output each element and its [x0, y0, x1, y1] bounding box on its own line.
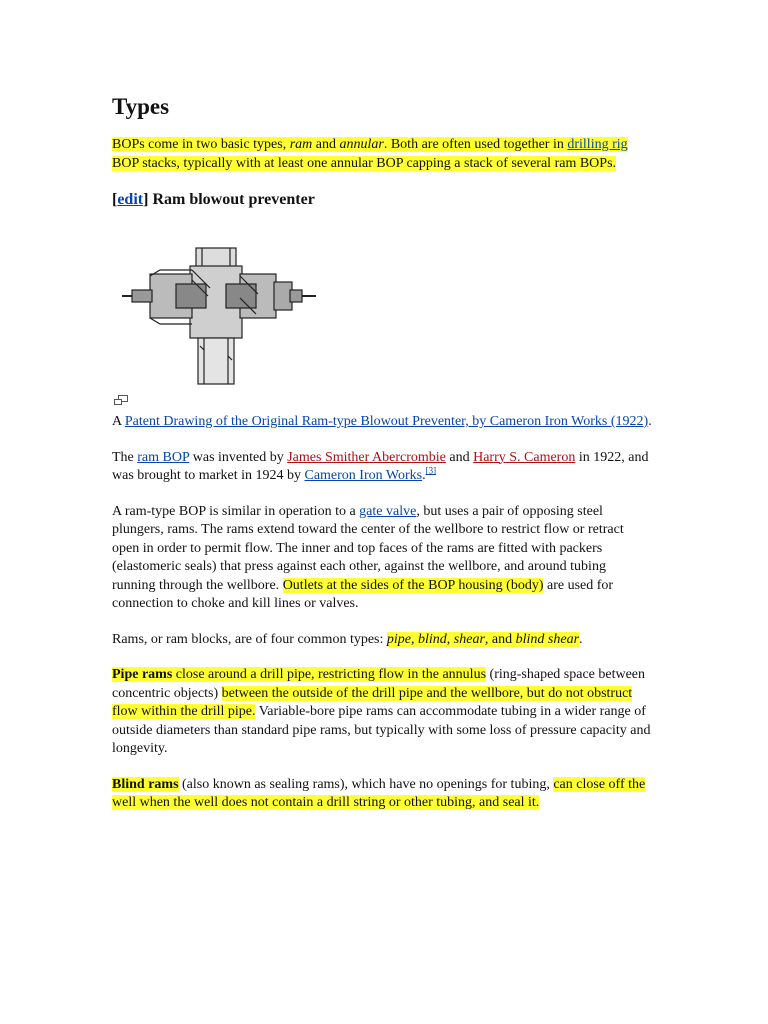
- section-heading-types: Types: [112, 94, 170, 119]
- ramtype-text-2: , but uses a pair of opposing steel plungers, rams. The rams extend toward the center of the wellbore to restrict flow or retract open in order to permit flow. The inner and top faces of the rams are fitted with packers (elastomeric seals) that press against each other, against the wellbore, and around tubing running through the wellbore.: [112, 503, 624, 593]
- subheading-ram-blowout-preventer: [112, 190, 652, 210]
- term-blind-shear: blind shear: [515, 631, 580, 647]
- caption-prefix: A: [112, 414, 125, 429]
- reference-3[interactable]: [3]: [425, 465, 437, 476]
- term-shear: shear: [453, 631, 485, 647]
- edit-link[interactable]: edit: [117, 191, 144, 208]
- blind-rams-paragraph: [112, 776, 652, 813]
- link-abercrombie[interactable]: James Smither Abercrombie: [287, 449, 446, 465]
- bracket-close: ]: [143, 191, 149, 208]
- highlight-intro: [112, 137, 628, 171]
- enlarge-icon[interactable]: [114, 395, 128, 405]
- intro-paragraph: [112, 136, 652, 173]
- link-harry-cameron[interactable]: Harry S. Cameron: [473, 449, 576, 465]
- caption-suffix: .: [648, 414, 652, 429]
- pipe-text-2: Variable-bore pipe rams can accommodate tubing in a wider range of outside diameters than standard pipe rams, but typically with some loss of pressure capacity and longevity.: [112, 704, 651, 756]
- bracket-open: [: [112, 191, 118, 208]
- highlight-pipe-rams: [112, 667, 486, 682]
- history-text-5: .: [422, 468, 426, 483]
- figure-caption: [112, 413, 652, 432]
- term-pipe-rams: Pipe rams: [112, 667, 173, 682]
- ramtype-text-1: A ram-type BOP is similar in operation to a: [112, 503, 360, 519]
- blind-highlight: can close off the well when the well does not contain a drill string or other tubing, and seal it.: [112, 776, 646, 810]
- link-ram-bop[interactable]: ram BOP: [137, 449, 190, 465]
- history-text-4: in 1922, and was brought to market in 1924 by: [112, 449, 649, 483]
- term-ram: ram: [289, 137, 313, 152]
- history-text-1: The: [112, 449, 138, 465]
- term-pipe: pipe: [386, 631, 411, 647]
- highlight-types: [387, 632, 579, 647]
- comma-2: ,: [446, 631, 454, 647]
- pipe-text-1: (ring-shaped space between concentric objects): [112, 667, 646, 701]
- term-annular: annular: [339, 137, 384, 152]
- ram-type-paragraph: [112, 503, 652, 614]
- and-text: , and: [484, 631, 516, 647]
- ram-bop-patent-drawing[interactable]: [120, 246, 320, 386]
- intro-text-4: BOP stacks, typically with at least one annular BOP capping a stack of several ram BOPs.: [112, 155, 617, 171]
- caption-link[interactable]: Patent Drawing of the Original Ram-type Blowout Preventer, by Cameron Iron Works (1922): [124, 414, 649, 429]
- history-text-2: was invented by: [189, 449, 288, 465]
- article-content: [112, 92, 652, 830]
- pipe-highlight-1: close around a drill pipe, restricting flow in the annulus: [172, 667, 487, 682]
- term-blind-rams: Blind rams: [112, 776, 179, 792]
- ram-types-paragraph: [112, 631, 652, 650]
- comma-1: ,: [411, 631, 418, 647]
- period: .: [579, 631, 583, 647]
- link-drilling-rig[interactable]: drilling rig: [567, 137, 628, 152]
- intro-text-1: BOPs come in two basic types,: [112, 137, 290, 152]
- ramtype-text-3: are used for connection to choke and kill lines or valves.: [112, 577, 614, 611]
- pipe-highlight-2: between the outside of the drill pipe and the wellbore, but do not obstruct flow within the drill pipe.: [112, 685, 633, 719]
- intro-text-3: . Both are often used together in: [383, 137, 568, 152]
- term-blind: blind: [418, 631, 447, 647]
- history-text-3: and: [445, 449, 474, 465]
- pipe-rams-paragraph: [112, 666, 652, 759]
- types-text: Rams, or ram blocks, are of four common types:: [112, 631, 387, 647]
- intro-text-2: and: [312, 137, 340, 152]
- highlight-outlets: Outlets at the sides of the BOP housing (body): [282, 577, 544, 593]
- history-paragraph: [112, 449, 652, 486]
- link-gate-valve[interactable]: gate valve: [359, 503, 417, 519]
- blind-text-1: (also known as sealing rams), which have no openings for tubing,: [178, 776, 554, 792]
- link-cameron-iron-works[interactable]: Cameron Iron Works: [304, 468, 423, 483]
- subheading-title: Ram blowout preventer: [148, 191, 315, 208]
